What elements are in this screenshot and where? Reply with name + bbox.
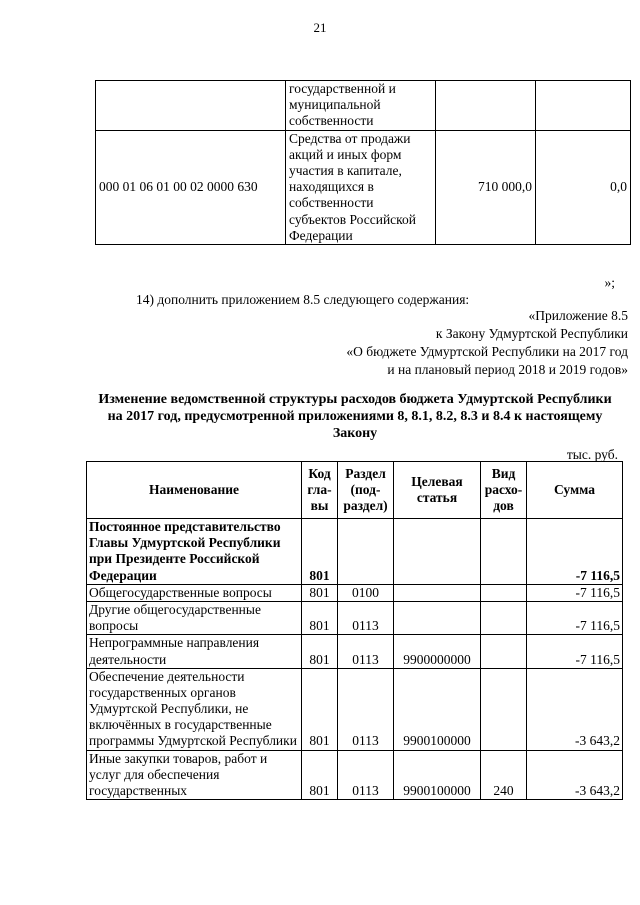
kind-cell [481,601,527,634]
name-cell: Иные закупки товаров, работ и услуг для обеспечения государственных [87,750,302,800]
instruction-text: 14) дополнить приложением 8.5 следующего содержания: [136,292,470,307]
target-cell: 9900000000 [394,635,481,668]
table-row [87,635,623,668]
appendix-line: и на плановый период 2018 и 2019 годов» [387,361,628,377]
sum-cell: -7 116,5 [527,584,623,601]
top-name-cell: Средства от продажи акций и иных форм участия в капитале, находящихся в собственности субъектов Российской Федерации [286,130,436,244]
table-row [87,668,623,750]
kind-cell: 240 [481,750,527,800]
section-cell: 0100 [338,584,394,601]
name-cell: Постоянное представительство Главы Удмуртской Республики при Президенте Российской Федерации [87,519,302,585]
kind-cell [481,584,527,601]
appendix-line: к Закону Удмуртской Республики [435,325,628,341]
closing-quote: »; [604,275,615,290]
section-cell: 0113 [338,668,394,750]
table-row [87,601,623,634]
header-code: Код гла-вы [302,462,338,519]
section-cell [338,519,394,585]
header-target: Целевая статья [394,462,481,519]
table-row [87,750,623,800]
table-row [87,584,623,601]
appendix-line: «О бюджете Удмуртской Республики на 2017 год [346,343,628,359]
target-cell [394,519,481,585]
header-kind: Вид расхо-дов [481,462,527,519]
page-number: 21 [313,20,327,35]
code-cell: 801 [302,668,338,750]
target-cell: 9900100000 [394,668,481,750]
top-code-cell [96,81,286,131]
target-cell [394,584,481,601]
kind-cell [481,635,527,668]
sum-cell: -3 643,2 [527,750,623,800]
code-cell: 801 [302,519,338,585]
section-cell: 0113 [338,750,394,800]
header-name: Наименование [87,462,302,519]
code-cell: 801 [302,635,338,668]
kind-cell [481,668,527,750]
name-cell: Обеспечение деятельности государственных органов Удмуртской Республики, не включённых в государственные программы Удмуртской Республики [87,668,302,750]
top-amount1-cell [436,81,536,131]
section-cell: 0113 [338,601,394,634]
table-row [87,519,623,585]
sum-cell: -7 116,5 [527,519,623,585]
top-table [95,80,631,245]
top-name-cell: государственной и муниципальной собственности [286,81,436,131]
name-cell: Другие общегосударственные вопросы [87,601,302,634]
document-heading: Изменение ведомственной структуры расходов бюджета Удмуртской Республики на 2017 год, предусмотренной приложениями 8, 8.1, 8.2, 8.3 и 8.4 к настоящему Закону [98,392,612,441]
header-section: Раздел (под-раздел) [338,462,394,519]
table-row [96,81,631,131]
code-cell: 801 [302,601,338,634]
sum-cell: -7 116,5 [527,601,623,634]
target-cell [394,601,481,634]
top-amount1-cell: 710 000,0 [436,130,536,244]
top-amount2-cell [536,81,631,131]
top-code-cell: 000 01 06 01 00 02 0000 630 [96,130,286,244]
sum-cell: -3 643,2 [527,668,623,750]
code-cell: 801 [302,750,338,800]
top-amount2-cell: 0,0 [536,130,631,244]
header-sum: Сумма [527,462,623,519]
kind-cell [481,519,527,585]
main-table [86,461,623,800]
sum-cell: -7 116,5 [527,635,623,668]
table-header-row [87,462,623,519]
section-cell: 0113 [338,635,394,668]
appendix-line: «Приложение 8.5 [528,308,628,323]
code-cell: 801 [302,584,338,601]
name-cell: Общегосударственные вопросы [87,584,302,601]
target-cell: 9900100000 [394,750,481,800]
table-row [96,130,631,244]
name-cell: Непрограммные направления деятельности [87,635,302,668]
unit-label: тыс. руб. [566,447,618,462]
appendix-header [346,307,628,379]
